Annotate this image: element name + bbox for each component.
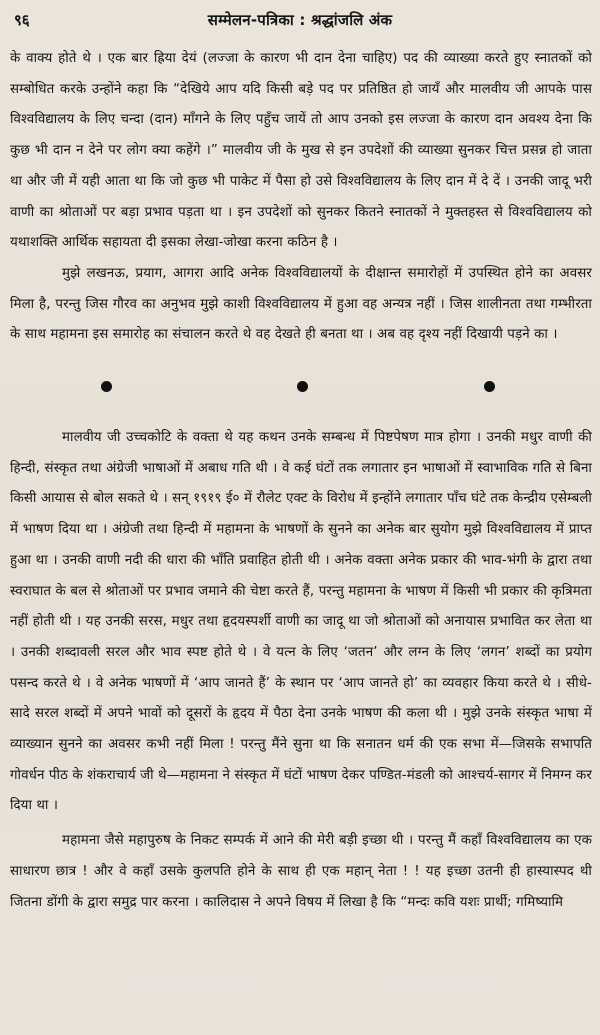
separator-dot <box>297 381 308 392</box>
page-number: ९६ <box>14 11 30 29</box>
paragraph-3: मालवीय जी उच्चकोटि के वक्ता थे यह कथन उनके सम्बन्ध में पिष्टपेषण मात्र होगा । उनकी मधुर वाणी की हिन्दी, संस्कृत तथा अंग्रेजी भाषाओं में अबाध गति थी । वे कई घंटों तक लगातार इन भाषाओं में स्वाभाविक गति से बिना किसी आयास से बोल सकते थे । सन् १९१९ ई० में रौलेट एक्ट के विरोध में इन्होंने लगातार पाँच घंटे तक केन्द्रीय एसेम्बली में भाषण दिया था । अंग्रेजी तथा हिन्दी में महामना के भाषणों के सुनने का अनेक बार सुयोग मुझे विश्वविद्यालय में प्राप्त हुआ था । उनकी वाणी नदी की धारा की भाँति प्रवाहित होती थी । अनेक वक्ता अनेक प्रकार की भाव-भंगी के द्वारा तथा स्वराघात के बल से श्रोताओं पर प्रभाव जमाने की चेष्टा करते हैं, परन्तु महामना के भाषण में किसी भी प्रकार की कृत्रिमता नहीं होती थी । यह उनकी सरस, मधुर तथा हृदयस्पर्शी वाणी का जादू था जो श्रोताओं को अनायास प्रभावित कर लेता था । उनकी शब्दावली सरल और भाव स्पष्ट होते थे । वे यत्न के लिए ‘जतन’ और लग्न के लिए ‘लगन’ शब्दों का प्रयोग पसन्द करते थे । वे अनेक भाषणों में ‘आप जानते हैं’ के स्थान पर ‘आप जानते हो’ का व्यवहार किया करते थे । सीधे-सादे सरल शब्दों में अपने भावों को दूसरों के हृदय में पैठा देना उनके भाषण की कला थी । मुझे उनके संस्कृत भाषा में व्याख्यान सुनने का अवसर कभी नहीं मिला ! परन्तु मैंने सुना था कि सनातन धर्म की एक सभा में—जिसके सभापति गोवर्धन पीठ के शंकराचार्य जी थे—महामना ने संस्कृत में घंटों भाषण देकर पण्डित-मंडली को आश्चर्य-सागर में निमग्न कर दिया था । <box>10 430 592 814</box>
section-separator <box>10 351 592 423</box>
page-header <box>0 10 600 34</box>
separator-dot <box>484 381 495 392</box>
separator-dot <box>101 381 112 392</box>
paragraph-1: के वाक्य होते थे । एक बार ह्रिया देयं (लज्जा के कारण भी दान देना चाहिए) पद की व्याख्या करते हुए स्नातकों को सम्बोधित करके उन्होंने कहा कि “देखिये आप यदि किसी बड़े पद पर प्रतिष्ठित हो जायँ और मालवीय जी आपके पास विश्वविद्यालय के लिए चन्दा (दान) माँगने के लिए पहुँच जायें तो आप उनको इस लज्जा के कारण दान अवश्य देना कि कुछ भी दान न देने पर लोग क्या कहेंगे ।” मालवीय जी के मुख से इन उपदेशों की व्याख्या सुनकर चित्त प्रसन्न हो जाता था और जी में यही आता था कि जो कुछ भी पाकेट में पैसा हो उसे विश्वविद्यालय के लिए दान में दे दें । उनकी जादू भरी वाणी का श्रोताओं पर बड़ा प्रभाव पड़ता था । इन उपदेशों को सुनकर कितने स्नातकों ने मुक्तहस्त से विश्वविद्यालय को यथाशक्ति आर्थिक सहायता दी इसका लेखा-जोखा करना कठिन है । <box>10 51 592 251</box>
paragraph-2: मुझे लखनऊ, प्रयाग, आगरा आदि अनेक विश्वविद्यालयों के दीक्षान्त समारोहों में उपस्थित होने का अवसर मिला है, परन्तु जिस गौरव का अनुभव मुझे काशी विश्वविद्यालय में हुआ वह अन्यत्र नहीं । जिस शालीनता तथा गम्भीरता के साथ महामना इस समारोह का संचालन करते थे वह देखते ही बनता था । अब वह दृश्य नहीं दिखायी पड़ने का । <box>10 265 592 343</box>
running-title: सम्मेलन-पत्रिका : श्रद्धांजलि अंक <box>207 11 393 29</box>
paragraph-4: महामना जैसे महापुरुष के निकट सम्पर्क में आने की मेरी बड़ी इच्छा थी । परन्तु मैं कहाँ विश्वविद्यालय का एक साधारण छात्र ! और वे कहाँ उसके कुलपति होने के साथ ही एक महान् नेता ! ! यह इच्छा उतनी ही हास्यास्पद थी जितना डोंगी के द्वारा समुद्र पार करना । कालिदास ने अपने विषय में लिखा है कि “मन्दः कवि यशः प्रार्थी; गमिष्यामि <box>10 833 592 910</box>
body-text <box>10 44 592 918</box>
